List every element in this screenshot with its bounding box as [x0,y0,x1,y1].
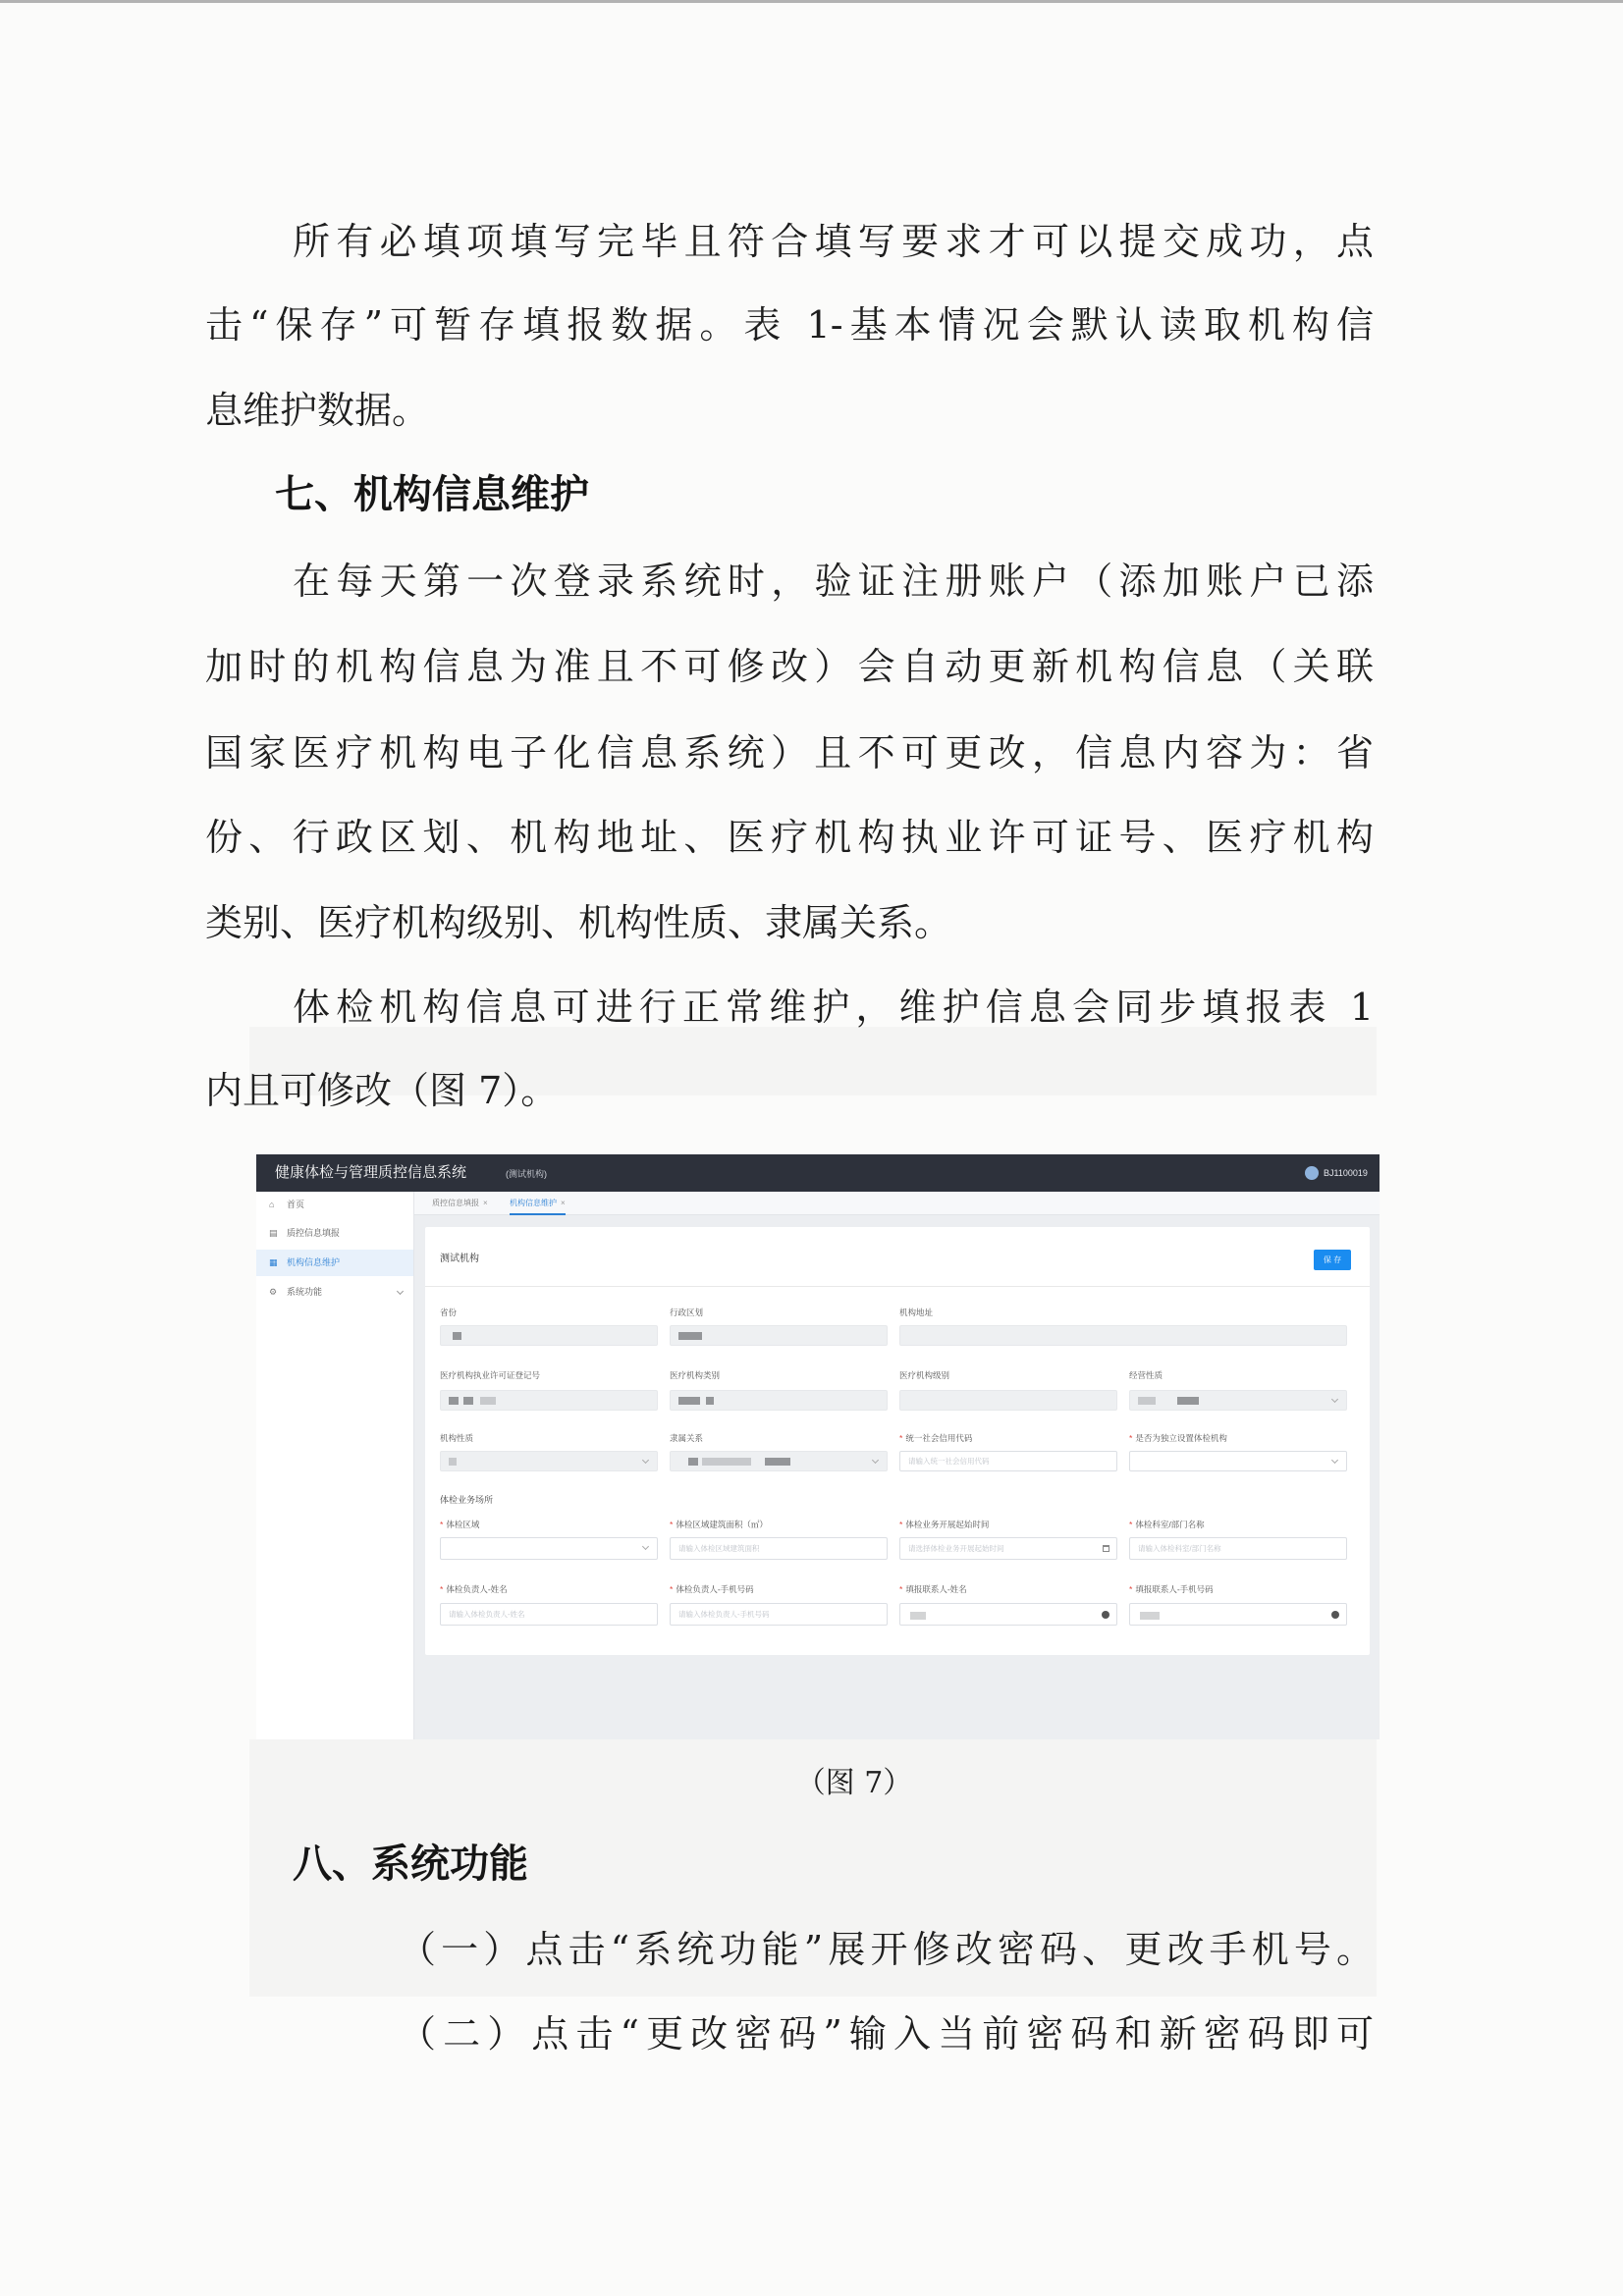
body-line: 体检机构信息可进行正常维护，维护信息会同步填报表 1 [293,986,1374,1029]
body-line: 息维护数据。 [205,389,430,432]
redacted-value [449,1397,459,1405]
contact-phone-input[interactable] [1129,1603,1347,1626]
redacted-value [706,1397,714,1405]
address-label: 机构地址 [899,1308,934,1317]
head-name-label-row [440,1583,508,1595]
sidebar [256,1192,414,1739]
home-icon: ⌂ [269,1200,275,1209]
exam-area-label: 体检区域 [446,1520,480,1529]
clear-icon[interactable] [1331,1611,1339,1619]
head-name-input[interactable] [440,1603,658,1626]
body-line: 国家医疗机构电子化信息系统）且不可更改，信息内容为：省 [205,731,1374,774]
gear-icon: ⚙ [269,1287,278,1297]
license-no-field [440,1390,658,1411]
redacted-value [688,1458,698,1466]
head-phone-label: 体检负责人-手机号码 [676,1584,754,1594]
document-icon: ▤ [269,1228,278,1238]
section-label: 体检业务场所 [440,1495,494,1505]
address-field [899,1325,1347,1346]
main-area [414,1192,1380,1739]
floor-area-input[interactable] [670,1537,888,1560]
sidebar-item-label: 首页 [287,1200,305,1209]
sidebar-item-label: 系统功能 [287,1287,323,1297]
tab-label: 质控信息填报 [432,1199,479,1207]
chevron-down-icon [1331,1457,1338,1464]
district-field [670,1325,888,1346]
independent-label: 是否为独立设置体检机构 [1135,1433,1227,1443]
figure-screenshot [256,1154,1380,1739]
contact-name-label: 填报联系人-姓名 [905,1584,967,1594]
start-time-label: 体检业务开展起始时间 [905,1520,990,1529]
building-icon: ▦ [269,1257,278,1267]
close-icon[interactable]: × [561,1199,566,1207]
app-subtitle: (测试机构) [506,1169,547,1179]
head-phone-label-row [670,1583,754,1595]
credit-code-input[interactable] [899,1451,1117,1471]
save-button[interactable]: 保 存 [1314,1250,1351,1270]
tab-org-info[interactable] [510,1192,566,1215]
body-line: 类别、医疗机构级别、机构性质、隶属关系。 [205,901,952,944]
sidebar-item-org-info[interactable] [256,1250,413,1276]
chevron-down-icon [872,1457,879,1464]
user-id[interactable]: BJ1100019 [1324,1168,1368,1178]
province-field [440,1325,658,1346]
level-label: 医疗机构级别 [899,1370,950,1380]
redacted-value [449,1458,457,1466]
sidebar-item-label: 机构信息维护 [287,1257,341,1267]
level-field [899,1390,1117,1411]
exam-area-label-row [440,1519,479,1530]
contact-name-input[interactable] [899,1603,1117,1626]
body-line: 加时的机构信息为准且不可修改）会自动更新机构信息（关联 [205,645,1374,688]
figure-caption: （图 7） [795,1766,913,1800]
required-mark: * [440,1520,444,1529]
sidebar-item-quality-report[interactable] [256,1220,413,1247]
tab-label: 机构信息维护 [510,1199,557,1207]
contact-phone-label-row [1129,1583,1214,1595]
redacted-value [453,1332,461,1340]
required-mark: * [670,1520,674,1529]
sidebar-item-home[interactable] [256,1192,413,1218]
app-titlebar [256,1154,1380,1192]
redacted-value [702,1458,751,1466]
chevron-down-icon [642,1457,649,1464]
floor-area-label: 体检区域建筑面积（㎡） [676,1520,768,1529]
district-label: 行政区划 [670,1308,704,1317]
chevron-down-icon [397,1288,404,1295]
redacted-value [678,1332,702,1340]
required-mark: * [1129,1584,1133,1594]
required-mark: * [1129,1433,1133,1443]
close-icon[interactable]: × [483,1199,488,1207]
list-item: （一）点击“系统功能”展开修改密码、更改手机号。 [399,1928,1374,1971]
required-mark: * [899,1584,903,1594]
redacted-value [765,1458,790,1466]
dept-name-label: 体检科室/部门名称 [1135,1520,1205,1529]
independent-select[interactable] [1129,1451,1347,1471]
required-mark: * [899,1520,903,1529]
start-time-label-row [899,1519,989,1530]
category-field [670,1390,888,1411]
floor-area-label-row [670,1519,768,1530]
redacted-value [1138,1397,1156,1405]
sidebar-item-label: 质控信息填报 [287,1228,341,1238]
start-time-input[interactable] [899,1537,1117,1560]
body-line: 内且可修改（图 7）。 [205,1069,559,1112]
redacted-value [480,1397,496,1405]
dept-name-input[interactable] [1129,1537,1347,1560]
exam-area-select[interactable] [440,1537,658,1560]
sidebar-item-system[interactable] [256,1279,413,1306]
tab-quality-report[interactable] [432,1192,488,1215]
redacted-value [910,1612,926,1620]
chevron-down-icon [642,1543,649,1550]
body-line: 所有必填项填写完毕且符合填写要求才可以提交成功，点 [293,220,1374,263]
required-mark: * [899,1433,903,1443]
category-label: 医疗机构类别 [670,1370,721,1380]
independent-label-row [1129,1432,1227,1444]
org-nature-select[interactable] [440,1451,658,1471]
contact-phone-label: 填报联系人-手机号码 [1135,1584,1214,1594]
required-mark: * [1129,1520,1133,1529]
affiliation-label: 隶属关系 [670,1433,704,1443]
business-nature-label: 经营性质 [1129,1370,1163,1380]
redacted-value [1177,1397,1199,1405]
affiliation-select[interactable] [670,1451,888,1471]
license-no-label: 医疗机构执业许可证登记号 [440,1370,541,1380]
head-name-label: 体检负责人-姓名 [446,1584,508,1594]
province-label: 省份 [440,1308,458,1317]
head-phone-input[interactable] [670,1603,888,1626]
tab-bar [414,1192,1380,1215]
business-nature-select[interactable] [1129,1390,1347,1411]
credit-code-label-row [899,1432,972,1444]
redacted-value [1140,1612,1160,1620]
required-mark: * [440,1584,444,1594]
required-mark: * [670,1584,674,1594]
contact-name-label-row [899,1583,967,1595]
card-title: 测试机构 [440,1254,479,1264]
list-item: （二）点击“更改密码”输入当前密码和新密码即可 [399,2012,1374,2056]
scan-edge [0,0,1623,3]
clear-icon[interactable] [1102,1611,1109,1619]
body-line: 击“保存”可暂存填报数据。表 1-基本情况会默认读取机构信 [205,303,1374,347]
section-heading: 七、机构信息维护 [275,472,589,517]
section-heading: 八、系统功能 [293,1842,528,1887]
redacted-value [463,1397,473,1405]
user-avatar-icon[interactable] [1305,1166,1319,1180]
org-info-card [425,1227,1370,1655]
body-line: 在每天第一次登录系统时，验证注册账户（添加账户已添 [293,560,1374,603]
org-nature-label: 机构性质 [440,1433,474,1443]
divider [425,1286,1370,1287]
calendar-icon[interactable] [1103,1545,1109,1552]
chevron-down-icon [1331,1396,1338,1403]
credit-code-label: 统一社会信用代码 [905,1433,973,1443]
redacted-value [678,1397,700,1405]
body-line: 份、行政区划、机构地址、医疗机构执业许可证号、医疗机构 [205,816,1374,859]
dept-name-label-row [1129,1519,1205,1530]
app-title: 健康体检与管理质控信息系统 [275,1164,467,1181]
